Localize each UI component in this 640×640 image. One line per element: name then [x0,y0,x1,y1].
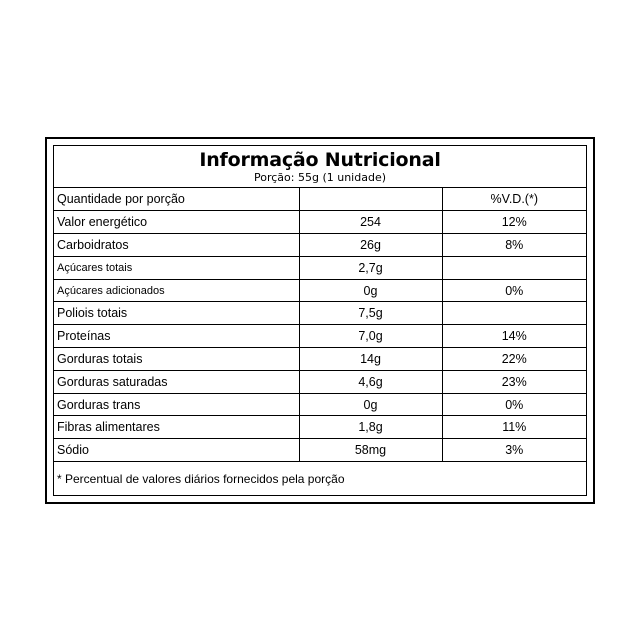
nutrient-amount: 254 [299,211,442,234]
nutrient-name: Valor energético [54,211,299,234]
nutrient-amount: 0g [299,279,442,302]
nutrition-facts-label [45,137,595,504]
table-row [54,234,586,257]
nutrient-daily-value: 8% [442,234,586,257]
table-row [54,325,586,348]
nutrient-amount: 26g [299,234,442,257]
nutrient-amount: 4,6g [299,370,442,393]
nutrient-amount: 2,7g [299,256,442,279]
nutrient-name: Açúcares adicionados [54,279,299,302]
nutrient-daily-value: 23% [442,370,586,393]
nutrient-daily-value: 0% [442,393,586,416]
nutrient-amount: 1,8g [299,416,442,439]
nutrient-name: Fibras alimentares [54,416,299,439]
nutrient-name: Gorduras trans [54,393,299,416]
table-row [54,211,586,234]
serving-size: Porção: 55g (1 unidade) [254,171,386,184]
nutrition-facts-frame [53,145,587,496]
table-row [54,370,586,393]
nutrient-amount: 0g [299,393,442,416]
footnote: * Percentual de valores diários fornecidos pela porção [57,471,345,486]
label-header [54,146,586,188]
nutrient-daily-value [442,256,586,279]
nutrient-daily-value: 0% [442,279,586,302]
nutrient-daily-value: 3% [442,439,586,462]
table-row [54,256,586,279]
table-row [54,348,586,371]
nutrition-table [54,188,586,462]
nutrient-amount: 7,0g [299,325,442,348]
table-row [54,439,586,462]
nutrient-daily-value: 12% [442,211,586,234]
table-row [54,302,586,325]
nutrient-daily-value [442,302,586,325]
nutrient-daily-value: 14% [442,325,586,348]
nutrient-amount: 14g [299,348,442,371]
nutrient-name: Sódio [54,439,299,462]
nutrient-name: Açúcares totais [54,256,299,279]
nutrient-amount: 58mg [299,439,442,462]
nutrient-amount: 7,5g [299,302,442,325]
table-row [54,416,586,439]
header-quantity: Quantidade por porção [54,188,299,211]
table-row [54,393,586,416]
nutrient-name: Carboidratos [54,234,299,257]
nutrient-name: Gorduras saturadas [54,370,299,393]
label-title: Informação Nutricional [199,149,441,171]
nutrient-name: Proteínas [54,325,299,348]
nutrient-daily-value: 11% [442,416,586,439]
nutrient-daily-value: 22% [442,348,586,371]
header-amount [299,188,442,211]
table-row [54,279,586,302]
nutrient-name: Poliois totais [54,302,299,325]
header-daily-value: %V.D.(*) [442,188,586,211]
nutrient-name: Gorduras totais [54,348,299,371]
table-header-row [54,188,586,211]
